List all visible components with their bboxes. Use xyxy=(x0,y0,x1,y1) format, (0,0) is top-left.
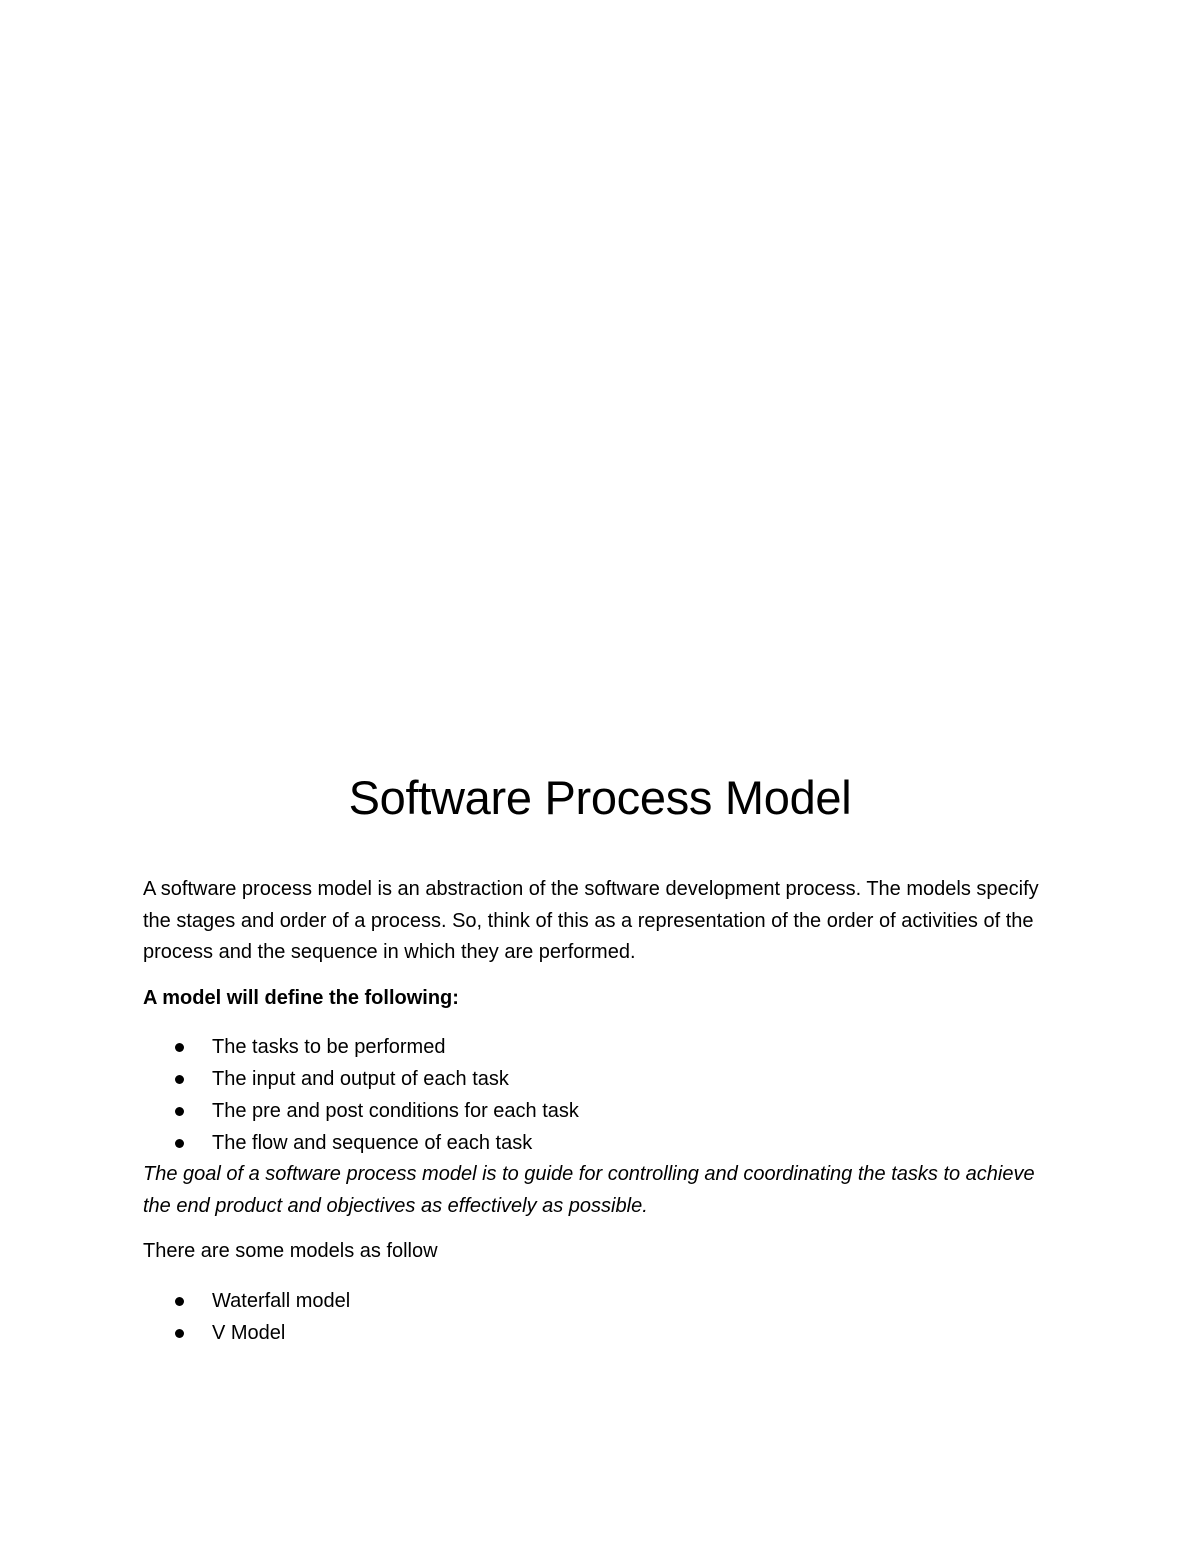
list-item-text: V Model xyxy=(212,1321,286,1344)
bullet-icon xyxy=(175,1043,184,1052)
list-item xyxy=(143,1095,1063,1127)
models-intro: There are some models as follow xyxy=(143,1240,438,1262)
page-title: Software Process Model xyxy=(348,771,852,824)
list-item xyxy=(143,1063,1063,1095)
bullet-icon xyxy=(175,1329,184,1338)
list-item xyxy=(143,1031,1063,1063)
define-heading: A model will define the following: xyxy=(143,986,459,1009)
list-item xyxy=(143,1317,1063,1349)
list-item-text: The flow and sequence of each task xyxy=(212,1132,533,1154)
list-item-text: The input and output of each task xyxy=(212,1068,509,1090)
list-item-text: The pre and post conditions for each task xyxy=(212,1100,579,1122)
bullet-icon xyxy=(175,1075,184,1084)
list-item-text: The tasks to be performed xyxy=(212,1036,446,1058)
list-item xyxy=(143,1127,1063,1159)
bullet-icon xyxy=(175,1297,184,1306)
models-list xyxy=(143,1285,1063,1349)
document-body xyxy=(143,874,1063,1349)
list-item-text: Waterfall model xyxy=(212,1289,351,1312)
define-list xyxy=(143,1031,1063,1159)
bullet-icon xyxy=(175,1107,184,1116)
goal-paragraph: The goal of a software process model is to guide for controlling and coordinating the tasks to achieve the end product and objectives as effectively as possible. xyxy=(143,1163,1035,1217)
bullet-icon xyxy=(175,1139,184,1148)
list-item xyxy=(143,1285,1063,1317)
intro-paragraph: A software process model is an abstraction of the software development process. The models specify the stages and order of a process. So, think of this as a representation of the order of activities of the process and the sequence in which they are performed. xyxy=(143,878,1039,963)
